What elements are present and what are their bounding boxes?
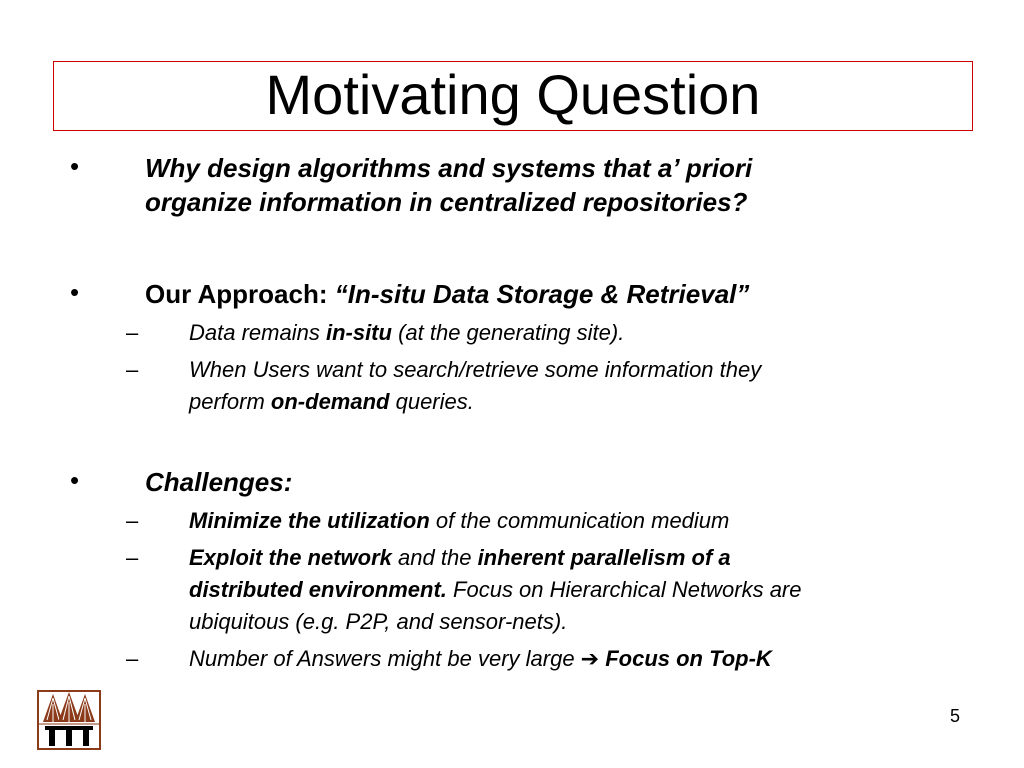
approach-label: Our Approach: [145, 279, 335, 309]
text-bold-segment: distributed environment. [189, 577, 447, 602]
text-segment: Data remains [189, 320, 326, 345]
bullet-icon: • [70, 465, 80, 495]
bullet-icon: • [70, 151, 80, 181]
dash-icon: – [126, 545, 139, 570]
approach-heading [145, 277, 749, 311]
text-segment: and the [391, 545, 478, 570]
approach-sub-2-line-1: When Users want to search/retrieve some information they [189, 357, 762, 382]
university-logo-icon [37, 690, 101, 750]
text-segment: (at the generating site). [391, 320, 625, 345]
text-segment: Number of Answers might be very large [189, 646, 581, 671]
question-line-1: Why design algorithms and systems that a’ priori [145, 153, 753, 183]
dash-icon: – [126, 357, 139, 382]
question-line-2: organize information in centralized repositories? [145, 187, 748, 217]
dash-icon: – [126, 646, 139, 671]
bullet-icon: • [70, 277, 80, 307]
text-segment: queries. [389, 389, 474, 414]
dash-icon: – [126, 508, 139, 533]
challenges-sub-3-text [189, 644, 772, 674]
challenges-heading: Challenges: [145, 467, 293, 497]
challenges-sub-2-line-3: ubiquitous (e.g. P2P, and sensor-nets). [189, 609, 568, 634]
text-bold-segment: inherent parallelism of a [477, 545, 731, 570]
text-segment: Focus on Hierarchical Networks are [446, 577, 802, 602]
text-bold-segment: in-situ [325, 320, 392, 345]
challenges-sub-1-text [189, 506, 729, 536]
approach-sub-2-line-2 [189, 387, 474, 417]
dash-icon: – [126, 320, 139, 345]
text-bold-segment: Focus on Top-K [599, 646, 772, 671]
page-number: 5 [950, 706, 961, 726]
text-segment: of the communication medium [429, 508, 730, 533]
arrow-right-icon: ➔ [580, 646, 600, 671]
slide-title: Motivating Question [265, 63, 761, 126]
approach-quote: “In-situ Data Storage & Retrieval” [334, 279, 750, 309]
text-segment: perform [189, 389, 271, 414]
challenges-sub-2-line-1 [189, 543, 731, 573]
text-bold-segment: Minimize the utilization [189, 508, 430, 533]
title-box [53, 61, 973, 131]
approach-sub-1-text [189, 318, 624, 348]
text-bold-segment: on-demand [270, 389, 390, 414]
text-bold-segment: Exploit the network [189, 545, 392, 570]
challenges-sub-2-line-2 [189, 575, 802, 605]
